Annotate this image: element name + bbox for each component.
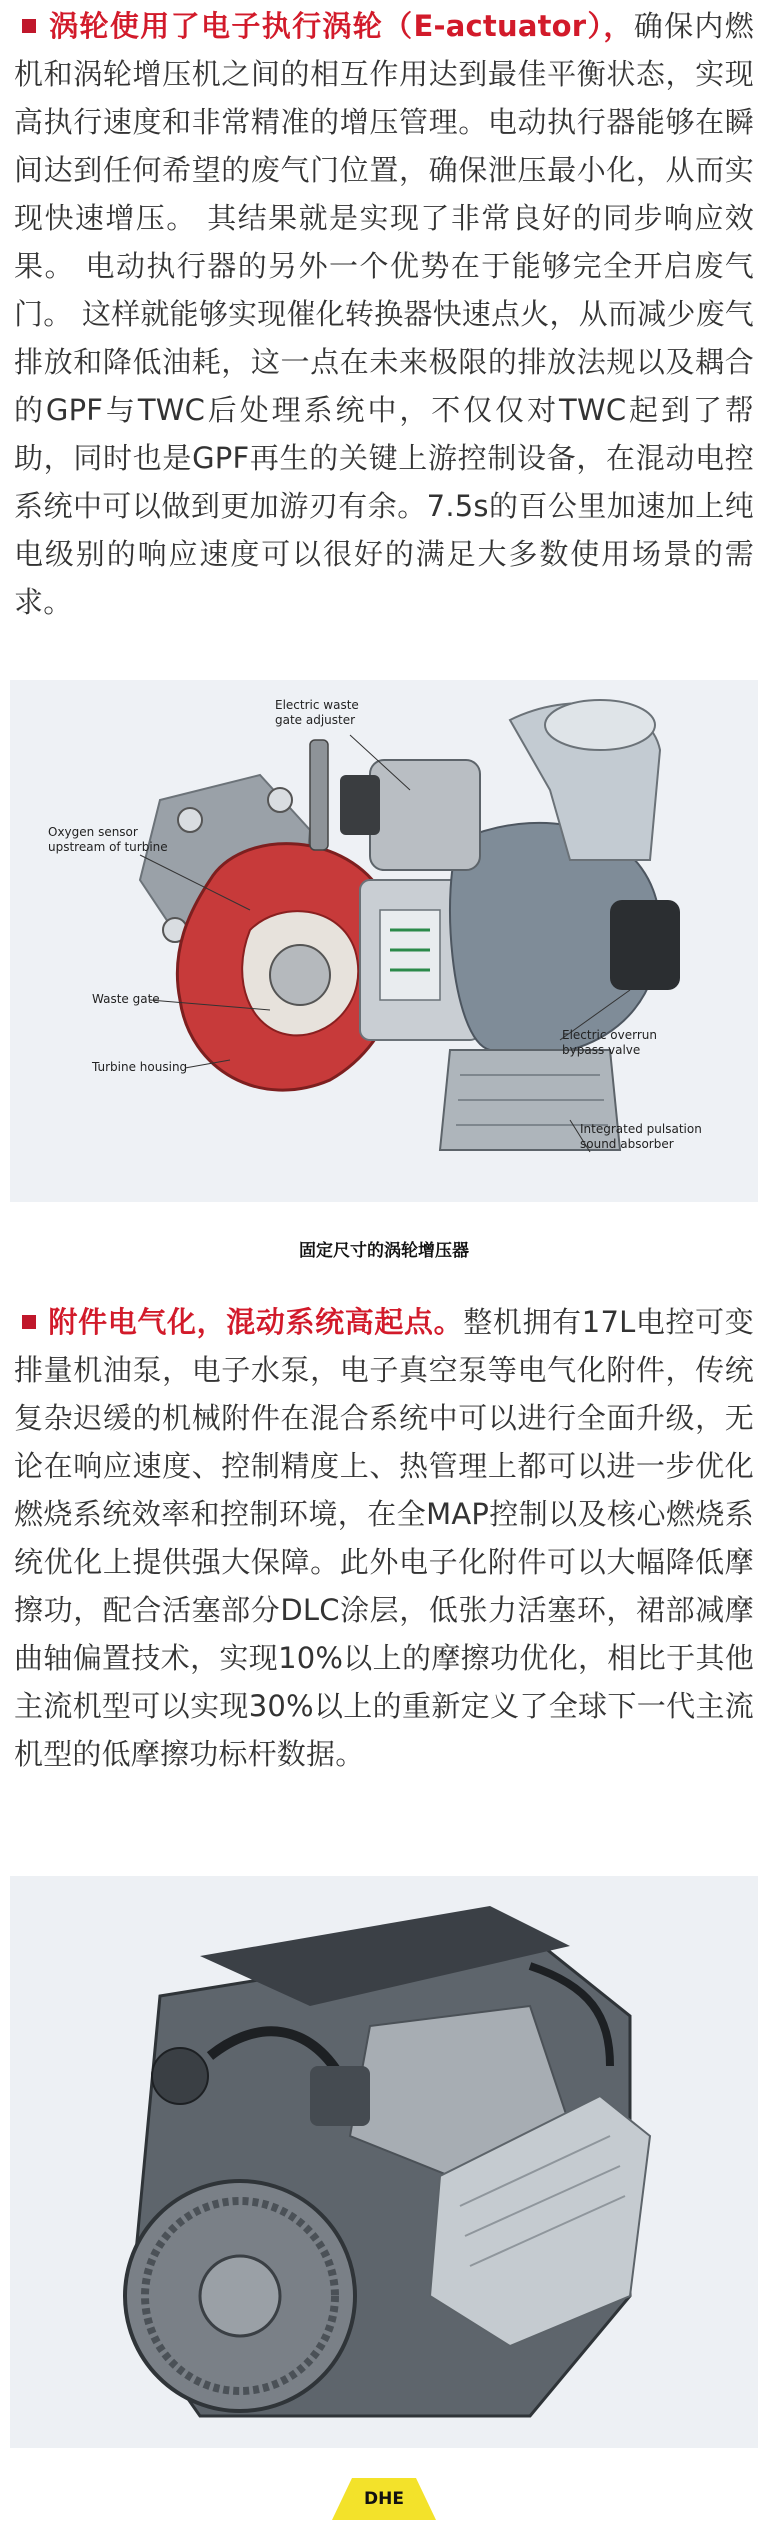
paragraph-turbo-e-actuator bbox=[14, 2, 754, 626]
callout-oxygen-sensor: Oxygen sensor upstream of turbine bbox=[48, 825, 168, 854]
engine-illustration bbox=[10, 1876, 758, 2448]
callout-waste-gate: Waste gate bbox=[92, 992, 160, 1006]
section-lead-turbo: 涡轮使用了电子执行涡轮（E-actuator）， bbox=[48, 9, 634, 43]
bullet-icon bbox=[22, 1315, 36, 1329]
paragraph-body: 整机拥有17L电控可变排量机油泵，电子水泵，电子真空泵等电气化附件，传统复杂迟缓的机械附件在混合系统中可以进行全面升级，无论在响应速度、控制精度上、热管理上都可以进一步优化燃烧系统效率和控制环境，在全MAP控制以及核心燃烧系统优化上提供强大保障。此外电子化附件可以大幅降低摩擦功，配合活塞部分DLC涂层，低张力活塞环，裙部减摩曲轴偏置技术，实现10%以上的摩擦功优化，相比于其他主流机型可以实现30%以上的重新定义了全球下一代主流机型的低摩擦功标杆数据。 bbox=[14, 1305, 754, 1771]
turbocharger-image bbox=[10, 680, 758, 1202]
engine-image bbox=[10, 1876, 758, 2448]
bullet-icon bbox=[22, 19, 36, 33]
paragraph-accessory-electrification bbox=[14, 1298, 754, 1778]
callout-integrated-pulsation-sound-absorber: Integrated pulsation sound absorber bbox=[580, 1122, 702, 1151]
section-lead-accessories: 附件电气化，混动系统高起点。 bbox=[48, 1305, 464, 1339]
callout-electric-overrun-bypass-valve: Electric overrun bypass valve bbox=[562, 1028, 657, 1057]
figure-caption-dhe: DHE bbox=[364, 2489, 404, 2509]
callout-electric-waste-gate-adjuster: Electric waste gate adjuster bbox=[275, 698, 359, 727]
callout-turbine-housing: Turbine housing bbox=[92, 1060, 188, 1074]
paragraph-body: 确保内燃机和涡轮增压机之间的相互作用达到最佳平衡状态，实现高执行速度和非常精准的增压管理。电动执行器能够在瞬间达到任何希望的废气门位置，确保泄压最小化，从而实现快速增压。 其结果就是实现了非常良好的同步响应效果。 电动执行器的另外一个优势在于能够完全开启废气门。 这样就能够实现催化转换器快速点火，从而减少废气排放和降低油耗，这一点在未来极限的排放法规以及耦合的GPF与TWC后处理系统中，不仅仅对TWC起到了帮助，同时也是GPF再生的关键上游控制设备，在混动电控系统中可以做到更加游刃有余。7.5s的百公里加速加上纯电级别的响应速度可以很好的满足大多数使用场景的需求。 bbox=[14, 9, 754, 619]
figure-caption-turbocharger: 固定尺寸的涡轮增压器 bbox=[299, 1241, 469, 1261]
